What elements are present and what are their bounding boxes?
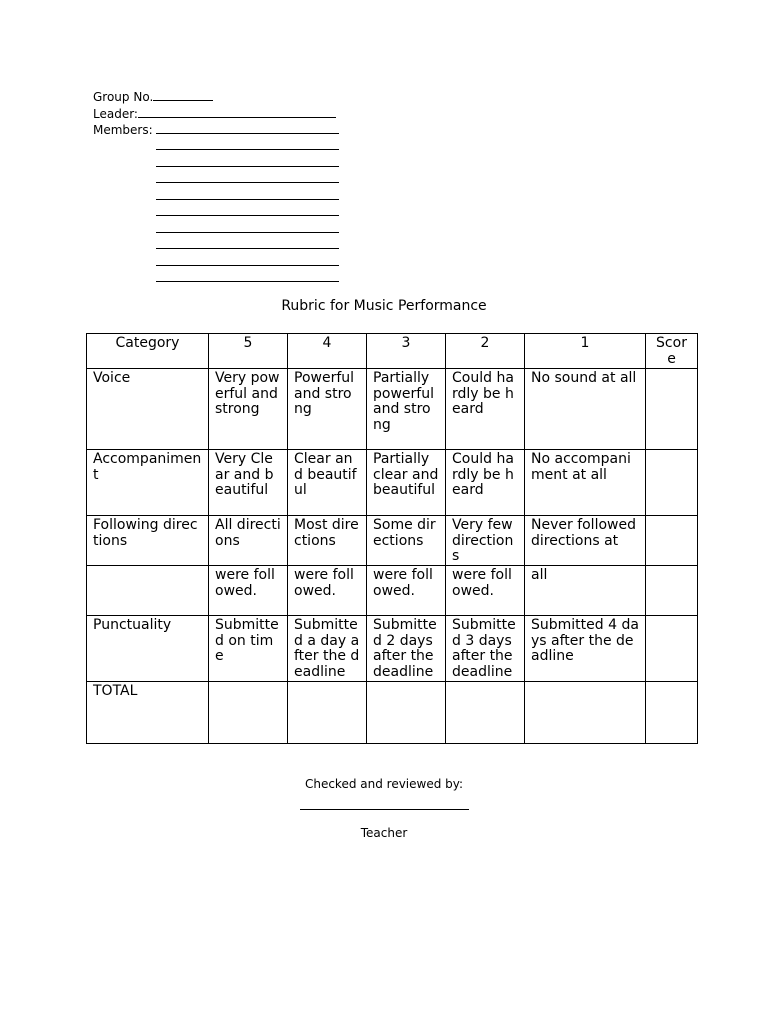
group-number-label: Group No.	[93, 90, 154, 104]
cell-2: Submitted 3 days after the deadline	[446, 616, 525, 682]
cell-5: were followed.	[209, 566, 288, 616]
members-label: Members:	[93, 123, 153, 138]
row-category: Punctuality	[87, 616, 209, 682]
rubric-table	[86, 333, 698, 744]
header-score-5: 5	[209, 334, 288, 369]
total-cell-3[interactable]	[367, 682, 446, 744]
cell-2: Could hardly be heard	[446, 369, 525, 450]
group-info-header	[93, 88, 339, 138]
rubric-title: Rubric for Music Performance	[281, 298, 487, 314]
total-score-cell[interactable]	[646, 682, 698, 744]
cell-4: were followed.	[288, 566, 367, 616]
cell-4: Powerful and strong	[288, 369, 367, 450]
total-label: TOTAL	[87, 682, 209, 744]
cell-3: Partially powerful and strong	[367, 369, 446, 450]
cell-2: Very few directions	[446, 516, 525, 566]
members-blank[interactable]	[156, 121, 339, 134]
total-cell-4[interactable]	[288, 682, 367, 744]
header-score-2: 2	[446, 334, 525, 369]
total-cell-1[interactable]	[525, 682, 646, 744]
header-category: Category	[87, 334, 209, 369]
score-cell[interactable]	[646, 566, 698, 616]
cell-3: Some directions	[367, 516, 446, 566]
table-header-row	[87, 334, 698, 369]
leader-line	[93, 105, 339, 122]
member-blank-line[interactable]	[156, 149, 339, 150]
member-blank-line[interactable]	[156, 248, 339, 249]
score-cell[interactable]	[646, 516, 698, 566]
cell-1: No sound at all	[525, 369, 646, 450]
table-row	[87, 566, 698, 616]
score-cell[interactable]	[646, 369, 698, 450]
cell-3: Submitted 2 days after the deadline	[367, 616, 446, 682]
teacher-signature-line[interactable]	[300, 809, 469, 810]
group-number-blank[interactable]	[153, 88, 213, 101]
cell-5: Very Clear and beautiful	[209, 450, 288, 516]
member-blank-line[interactable]	[156, 182, 339, 183]
cell-5: Very powerful and strong	[209, 369, 288, 450]
row-category: Following directions	[87, 516, 209, 566]
row-category: Accompaniment	[87, 450, 209, 516]
cell-2: were followed.	[446, 566, 525, 616]
cell-4: Submitted a day after the deadline	[288, 616, 367, 682]
table-row	[87, 450, 698, 516]
members-line	[93, 121, 339, 138]
row-category	[87, 566, 209, 616]
table-row	[87, 516, 698, 566]
cell-1: Submitted 4 days after the deadline	[525, 616, 646, 682]
row-category: Voice	[87, 369, 209, 450]
member-blank-line[interactable]	[156, 265, 339, 266]
leader-blank[interactable]	[138, 105, 336, 118]
member-blank-line[interactable]	[156, 281, 339, 282]
score-cell[interactable]	[646, 616, 698, 682]
total-cell-5[interactable]	[209, 682, 288, 744]
cell-4: Most directions	[288, 516, 367, 566]
cell-1: No accompaniment at all	[525, 450, 646, 516]
header-score-1: 1	[525, 334, 646, 369]
total-cell-2[interactable]	[446, 682, 525, 744]
teacher-label: Teacher	[360, 826, 408, 840]
cell-2: Could hardly be heard	[446, 450, 525, 516]
cell-3: were followed.	[367, 566, 446, 616]
table-row	[87, 616, 698, 682]
header-score-4: 4	[288, 334, 367, 369]
group-number-line	[93, 88, 339, 105]
member-blank-line[interactable]	[156, 215, 339, 216]
cell-3: Partially clear and beautiful	[367, 450, 446, 516]
header-score-3: 3	[367, 334, 446, 369]
member-blank-line[interactable]	[156, 199, 339, 200]
cell-4: Clear and beautiful	[288, 450, 367, 516]
cell-1: all	[525, 566, 646, 616]
leader-label: Leader:	[93, 106, 138, 121]
table-row	[87, 682, 698, 744]
cell-1: Never followed directions at	[525, 516, 646, 566]
header-score: Score	[646, 334, 698, 369]
table-row	[87, 369, 698, 450]
cell-5: All directions	[209, 516, 288, 566]
checked-reviewed-label: Checked and reviewed by:	[304, 777, 464, 791]
member-blank-line[interactable]	[156, 166, 339, 167]
cell-5: Submitted on time	[209, 616, 288, 682]
member-blank-line[interactable]	[156, 232, 339, 233]
score-cell[interactable]	[646, 450, 698, 516]
